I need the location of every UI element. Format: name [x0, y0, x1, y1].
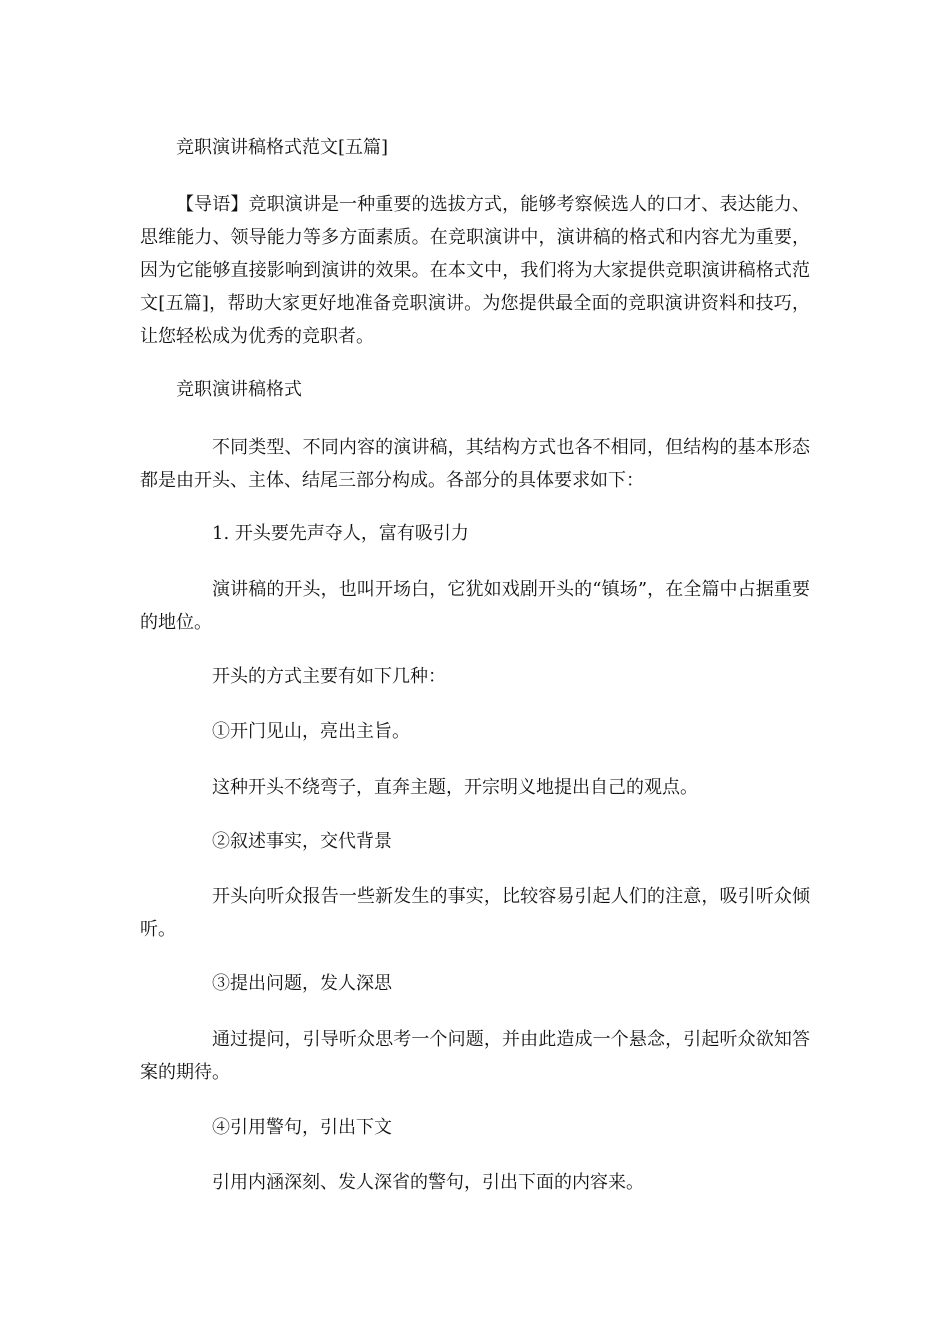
section-heading: 竞职演讲稿格式 — [176, 379, 302, 400]
body-paragraph: 通过提问，引导听众思考一个问题，并由此造成一个悬念，引起听众欲知答案的期待。 — [140, 1029, 810, 1083]
body-paragraph: 开头向听众报告一些新发生的事实，比较容易引起人们的注意，吸引听众倾听。 — [140, 886, 810, 940]
document-title: 竞职演讲稿格式范文[五篇] — [176, 137, 389, 158]
list-heading: 1. 开头要先声夺人，富有吸引力 — [212, 523, 469, 544]
list-item-heading: ②叙述事实，交代背景 — [212, 831, 392, 852]
list-item-heading: ①开门见山，亮出主旨。 — [212, 721, 410, 742]
list-item-heading: ③提出问题，发人深思 — [212, 973, 392, 994]
body-paragraph: 不同类型、不同内容的演讲稿，其结构方式也各不相同，但结构的基本形态都是由开头、主体、结尾三部分构成。各部分的具体要求如下： — [140, 437, 810, 491]
list-item-heading: ④引用警句，引出下文 — [212, 1117, 392, 1138]
body-paragraph: 开头的方式主要有如下几种： — [212, 666, 446, 687]
body-paragraph: 引用内涵深刻、发人深省的警句，引出下面的内容来。 — [212, 1172, 644, 1193]
body-paragraph: 这种开头不绕弯子，直奔主题，开宗明义地提出自己的观点。 — [212, 777, 698, 798]
body-paragraph: 演讲稿的开头，也叫开场白，它犹如戏剧开头的“镇场”，在全篇中占据重要的地位。 — [140, 579, 810, 633]
intro-paragraph: 【导语】竞职演讲是一种重要的选拔方式，能够考察候选人的口才、表达能力、思维能力、领导能力等多方面素质。在竞职演讲中，演讲稿的格式和内容尤为重要，因为它能够直接影响到演讲的效果。在本文中，我们将为大家提供竞职演讲稿格式范文[五篇]，帮助大家更好地准备竞职演讲。为您提供最全面的竞职演讲资料和技巧，让您轻松成为优秀的竞职者。 — [140, 194, 810, 347]
